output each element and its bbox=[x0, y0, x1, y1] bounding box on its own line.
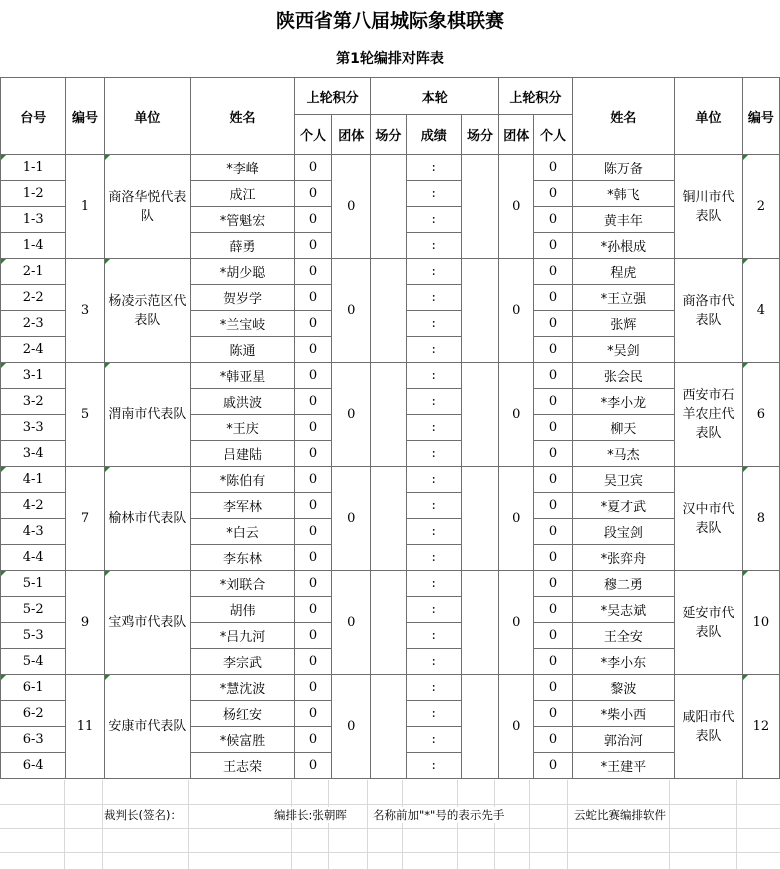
board-result: : bbox=[406, 441, 461, 467]
right-team-score: 0 bbox=[499, 363, 534, 467]
right-match-points bbox=[461, 155, 498, 259]
right-player-name: 柳天 bbox=[572, 415, 675, 441]
left-individual-score: 0 bbox=[294, 727, 331, 753]
col-header-name-right: 姓名 bbox=[572, 78, 675, 155]
right-team-unit: 延安市代表队 bbox=[675, 571, 742, 675]
right-team-unit: 西安市石羊农庄代表队 bbox=[675, 363, 742, 467]
grid-line bbox=[291, 780, 292, 869]
board-result: : bbox=[406, 519, 461, 545]
board-number: 3-2 bbox=[1, 389, 66, 415]
right-individual-score: 0 bbox=[534, 597, 572, 623]
col-header-prev-score: 上轮积分 bbox=[294, 78, 370, 115]
left-team-score: 0 bbox=[332, 259, 371, 363]
left-player-name: 吕建陆 bbox=[191, 441, 295, 467]
board-result: : bbox=[406, 415, 461, 441]
board-number: 2-2 bbox=[1, 285, 66, 311]
right-player-name: 程虎 bbox=[572, 259, 675, 285]
arranger: 编排长:张朝晖 bbox=[274, 808, 347, 822]
col-header-unit: 单位 bbox=[104, 78, 191, 155]
left-team-score: 0 bbox=[332, 363, 371, 467]
right-team-unit: 商洛市代表队 bbox=[675, 259, 742, 363]
board-number: 3-4 bbox=[1, 441, 66, 467]
grid-line bbox=[402, 780, 403, 869]
left-match-points bbox=[371, 675, 406, 779]
board-number: 1-2 bbox=[1, 181, 66, 207]
board-number: 6-2 bbox=[1, 701, 66, 727]
right-player-name: *孙根成 bbox=[572, 233, 675, 259]
board-result: : bbox=[406, 701, 461, 727]
board-number: 2-1 bbox=[1, 259, 66, 285]
right-player-name: *张弈舟 bbox=[572, 545, 675, 571]
left-player-name: *兰宝岐 bbox=[191, 311, 295, 337]
right-player-name: 郭治河 bbox=[572, 727, 675, 753]
left-player-name: 王志荣 bbox=[191, 753, 295, 779]
right-player-name: *吴剑 bbox=[572, 337, 675, 363]
right-individual-score: 0 bbox=[534, 389, 572, 415]
table-row bbox=[1, 155, 780, 181]
page-subtitle: 第1轮编排对阵表 bbox=[336, 51, 444, 67]
left-player-name: *李峰 bbox=[191, 155, 295, 181]
board-number: 2-3 bbox=[1, 311, 66, 337]
right-individual-score: 0 bbox=[534, 649, 572, 675]
left-player-name: 李军林 bbox=[191, 493, 295, 519]
col-header-name: 姓名 bbox=[191, 78, 295, 155]
left-team-unit: 榆林市代表队 bbox=[104, 467, 191, 571]
board-result: : bbox=[406, 337, 461, 363]
right-individual-score: 0 bbox=[534, 155, 572, 181]
right-player-name: 黄丰年 bbox=[572, 207, 675, 233]
left-individual-score: 0 bbox=[294, 467, 331, 493]
left-player-name: 杨红安 bbox=[191, 701, 295, 727]
left-player-name: 陈通 bbox=[191, 337, 295, 363]
left-team-number: 7 bbox=[66, 467, 104, 571]
board-result: : bbox=[406, 181, 461, 207]
pairing-table bbox=[0, 77, 780, 779]
grid-line bbox=[102, 780, 103, 869]
left-team-number: 1 bbox=[66, 155, 104, 259]
right-player-name: *柴小西 bbox=[572, 701, 675, 727]
grid-line bbox=[494, 780, 495, 869]
board-number: 6-3 bbox=[1, 727, 66, 753]
board-result: : bbox=[406, 649, 461, 675]
left-individual-score: 0 bbox=[294, 623, 331, 649]
right-individual-score: 0 bbox=[534, 285, 572, 311]
right-individual-score: 0 bbox=[534, 571, 572, 597]
left-individual-score: 0 bbox=[294, 155, 331, 181]
board-number: 5-3 bbox=[1, 623, 66, 649]
col-header-result: 成绩 bbox=[406, 115, 461, 155]
left-team-score: 0 bbox=[332, 155, 371, 259]
page-title: 陕西省第八届城际象棋联赛 bbox=[275, 10, 504, 32]
left-match-points bbox=[371, 571, 406, 675]
right-player-name: 张辉 bbox=[572, 311, 675, 337]
left-player-name: *韩亚星 bbox=[191, 363, 295, 389]
left-team-number: 3 bbox=[66, 259, 104, 363]
right-individual-score: 0 bbox=[534, 337, 572, 363]
left-player-name: *候富胜 bbox=[191, 727, 295, 753]
table-row bbox=[1, 259, 780, 285]
left-player-name: *吕九河 bbox=[191, 623, 295, 649]
grid-line bbox=[0, 852, 780, 853]
left-team-unit: 商洛华悦代表队 bbox=[104, 155, 191, 259]
board-result: : bbox=[406, 571, 461, 597]
right-individual-score: 0 bbox=[534, 467, 572, 493]
board-result: : bbox=[406, 467, 461, 493]
right-individual-score: 0 bbox=[534, 493, 572, 519]
board-number: 5-4 bbox=[1, 649, 66, 675]
left-match-points bbox=[371, 467, 406, 571]
right-match-points bbox=[461, 571, 498, 675]
board-number: 4-1 bbox=[1, 467, 66, 493]
board-result: : bbox=[406, 363, 461, 389]
board-result: : bbox=[406, 311, 461, 337]
board-number: 3-3 bbox=[1, 415, 66, 441]
right-individual-score: 0 bbox=[534, 519, 572, 545]
board-number: 3-1 bbox=[1, 363, 66, 389]
right-player-name: 段宝剑 bbox=[572, 519, 675, 545]
left-team-score: 0 bbox=[332, 467, 371, 571]
right-player-name: 吴卫宾 bbox=[572, 467, 675, 493]
board-number: 5-1 bbox=[1, 571, 66, 597]
left-match-points bbox=[371, 363, 406, 467]
left-match-points bbox=[371, 155, 406, 259]
grid-line bbox=[64, 780, 65, 869]
left-individual-score: 0 bbox=[294, 415, 331, 441]
board-result: : bbox=[406, 753, 461, 779]
right-team-score: 0 bbox=[499, 155, 534, 259]
first-move-note: 名称前加"*"号的表示先手 bbox=[373, 808, 505, 822]
left-individual-score: 0 bbox=[294, 675, 331, 701]
left-player-name: *胡少聪 bbox=[191, 259, 295, 285]
board-number: 1-1 bbox=[1, 155, 66, 181]
left-player-name: 李东林 bbox=[191, 545, 295, 571]
left-player-name: 薛勇 bbox=[191, 233, 295, 259]
right-team-number: 4 bbox=[742, 259, 779, 363]
left-individual-score: 0 bbox=[294, 389, 331, 415]
right-team-number: 12 bbox=[742, 675, 779, 779]
grid-line bbox=[529, 780, 530, 869]
left-player-name: *陈伯有 bbox=[191, 467, 295, 493]
grid-line bbox=[328, 780, 329, 869]
board-number: 1-3 bbox=[1, 207, 66, 233]
right-match-points bbox=[461, 259, 498, 363]
right-individual-score: 0 bbox=[534, 675, 572, 701]
col-header-match-points-right: 场分 bbox=[461, 115, 498, 155]
left-individual-score: 0 bbox=[294, 441, 331, 467]
right-player-name: *韩飞 bbox=[572, 181, 675, 207]
right-player-name: *李小龙 bbox=[572, 389, 675, 415]
left-player-name: 成江 bbox=[191, 181, 295, 207]
left-team-unit: 宝鸡市代表队 bbox=[104, 571, 191, 675]
left-team-score: 0 bbox=[332, 571, 371, 675]
board-number: 2-4 bbox=[1, 337, 66, 363]
col-header-individual-right: 个人 bbox=[534, 115, 572, 155]
left-player-name: 胡伟 bbox=[191, 597, 295, 623]
right-individual-score: 0 bbox=[534, 727, 572, 753]
left-team-number: 11 bbox=[66, 675, 104, 779]
right-match-points bbox=[461, 467, 498, 571]
col-header-prev-score-right: 上轮积分 bbox=[499, 78, 572, 115]
left-match-points bbox=[371, 259, 406, 363]
left-team-unit: 杨凌示范区代表队 bbox=[104, 259, 191, 363]
grid-line bbox=[567, 780, 568, 869]
right-player-name: *夏才武 bbox=[572, 493, 675, 519]
right-individual-score: 0 bbox=[534, 207, 572, 233]
chief-referee-signature: 裁判长(签名)： bbox=[104, 808, 182, 822]
left-individual-score: 0 bbox=[294, 259, 331, 285]
board-result: : bbox=[406, 259, 461, 285]
col-header-team: 团体 bbox=[332, 115, 371, 155]
board-result: : bbox=[406, 493, 461, 519]
left-player-name: *管魁宏 bbox=[191, 207, 295, 233]
left-individual-score: 0 bbox=[294, 571, 331, 597]
right-individual-score: 0 bbox=[534, 545, 572, 571]
col-header-individual: 个人 bbox=[294, 115, 331, 155]
right-team-unit: 铜川市代表队 bbox=[675, 155, 742, 259]
col-header-match-points: 场分 bbox=[371, 115, 406, 155]
left-individual-score: 0 bbox=[294, 519, 331, 545]
board-number: 6-4 bbox=[1, 753, 66, 779]
right-team-score: 0 bbox=[499, 467, 534, 571]
table-row bbox=[1, 363, 780, 389]
left-individual-score: 0 bbox=[294, 285, 331, 311]
software-credit: 云蛇比赛编排软件 bbox=[574, 808, 666, 822]
left-player-name: 李宗武 bbox=[191, 649, 295, 675]
grid-line bbox=[457, 780, 458, 869]
grid-line bbox=[0, 828, 780, 829]
right-team-score: 0 bbox=[499, 259, 534, 363]
col-header-unit-right: 单位 bbox=[675, 78, 742, 155]
grid-line bbox=[188, 780, 189, 869]
left-player-name: *王庆 bbox=[191, 415, 295, 441]
table-row bbox=[1, 571, 780, 597]
left-individual-score: 0 bbox=[294, 311, 331, 337]
board-number: 4-3 bbox=[1, 519, 66, 545]
left-player-name: *刘联合 bbox=[191, 571, 295, 597]
right-player-name: 黎波 bbox=[572, 675, 675, 701]
grid-line bbox=[367, 780, 368, 869]
board-result: : bbox=[406, 727, 461, 753]
left-player-name: 贺岁学 bbox=[191, 285, 295, 311]
col-header-table-no: 台号 bbox=[1, 78, 66, 155]
left-individual-score: 0 bbox=[294, 233, 331, 259]
right-individual-score: 0 bbox=[534, 701, 572, 727]
col-header-team-right: 团体 bbox=[499, 115, 534, 155]
board-result: : bbox=[406, 285, 461, 311]
board-result: : bbox=[406, 233, 461, 259]
right-team-number: 8 bbox=[742, 467, 779, 571]
right-individual-score: 0 bbox=[534, 753, 572, 779]
left-team-unit: 安康市代表队 bbox=[104, 675, 191, 779]
col-header-team-no: 编号 bbox=[66, 78, 104, 155]
left-individual-score: 0 bbox=[294, 649, 331, 675]
left-individual-score: 0 bbox=[294, 545, 331, 571]
right-player-name: *吴志斌 bbox=[572, 597, 675, 623]
right-match-points bbox=[461, 363, 498, 467]
right-team-number: 2 bbox=[742, 155, 779, 259]
left-individual-score: 0 bbox=[294, 597, 331, 623]
right-individual-score: 0 bbox=[534, 233, 572, 259]
col-header-team-no-right: 编号 bbox=[742, 78, 779, 155]
board-result: : bbox=[406, 207, 461, 233]
left-team-number: 9 bbox=[66, 571, 104, 675]
left-individual-score: 0 bbox=[294, 701, 331, 727]
left-individual-score: 0 bbox=[294, 753, 331, 779]
right-individual-score: 0 bbox=[534, 441, 572, 467]
grid-line bbox=[0, 804, 780, 805]
table-row bbox=[1, 675, 780, 701]
right-match-points bbox=[461, 675, 498, 779]
right-individual-score: 0 bbox=[534, 415, 572, 441]
board-result: : bbox=[406, 623, 461, 649]
left-player-name: *慧沈波 bbox=[191, 675, 295, 701]
table-row bbox=[1, 467, 780, 493]
right-player-name: *李小东 bbox=[572, 649, 675, 675]
grid-line bbox=[736, 780, 737, 869]
board-result: : bbox=[406, 389, 461, 415]
left-team-score: 0 bbox=[332, 675, 371, 779]
left-team-unit: 渭南市代表队 bbox=[104, 363, 191, 467]
right-team-number: 10 bbox=[742, 571, 779, 675]
board-number: 5-2 bbox=[1, 597, 66, 623]
board-number: 6-1 bbox=[1, 675, 66, 701]
right-team-score: 0 bbox=[499, 675, 534, 779]
right-player-name: *马杰 bbox=[572, 441, 675, 467]
right-team-number: 6 bbox=[742, 363, 779, 467]
right-player-name: 陈万备 bbox=[572, 155, 675, 181]
col-header-this-round: 本轮 bbox=[371, 78, 499, 115]
footer bbox=[0, 780, 780, 869]
pairing-body bbox=[1, 155, 780, 779]
left-player-name: *白云 bbox=[191, 519, 295, 545]
left-individual-score: 0 bbox=[294, 493, 331, 519]
board-result: : bbox=[406, 155, 461, 181]
right-team-unit: 汉中市代表队 bbox=[675, 467, 742, 571]
board-number: 1-4 bbox=[1, 233, 66, 259]
right-team-unit: 咸阳市代表队 bbox=[675, 675, 742, 779]
right-individual-score: 0 bbox=[534, 181, 572, 207]
board-number: 4-2 bbox=[1, 493, 66, 519]
right-player-name: 穆二勇 bbox=[572, 571, 675, 597]
board-result: : bbox=[406, 545, 461, 571]
board-result: : bbox=[406, 597, 461, 623]
right-individual-score: 0 bbox=[534, 363, 572, 389]
right-individual-score: 0 bbox=[534, 311, 572, 337]
right-player-name: *王建平 bbox=[572, 753, 675, 779]
right-player-name: 王全安 bbox=[572, 623, 675, 649]
right-individual-score: 0 bbox=[534, 259, 572, 285]
left-player-name: 戚洪波 bbox=[191, 389, 295, 415]
board-result: : bbox=[406, 675, 461, 701]
left-individual-score: 0 bbox=[294, 207, 331, 233]
left-individual-score: 0 bbox=[294, 181, 331, 207]
board-number: 4-4 bbox=[1, 545, 66, 571]
right-player-name: *王立强 bbox=[572, 285, 675, 311]
left-individual-score: 0 bbox=[294, 337, 331, 363]
left-individual-score: 0 bbox=[294, 363, 331, 389]
right-team-score: 0 bbox=[499, 571, 534, 675]
right-individual-score: 0 bbox=[534, 623, 572, 649]
right-player-name: 张会民 bbox=[572, 363, 675, 389]
grid-line bbox=[669, 780, 670, 869]
left-team-number: 5 bbox=[66, 363, 104, 467]
